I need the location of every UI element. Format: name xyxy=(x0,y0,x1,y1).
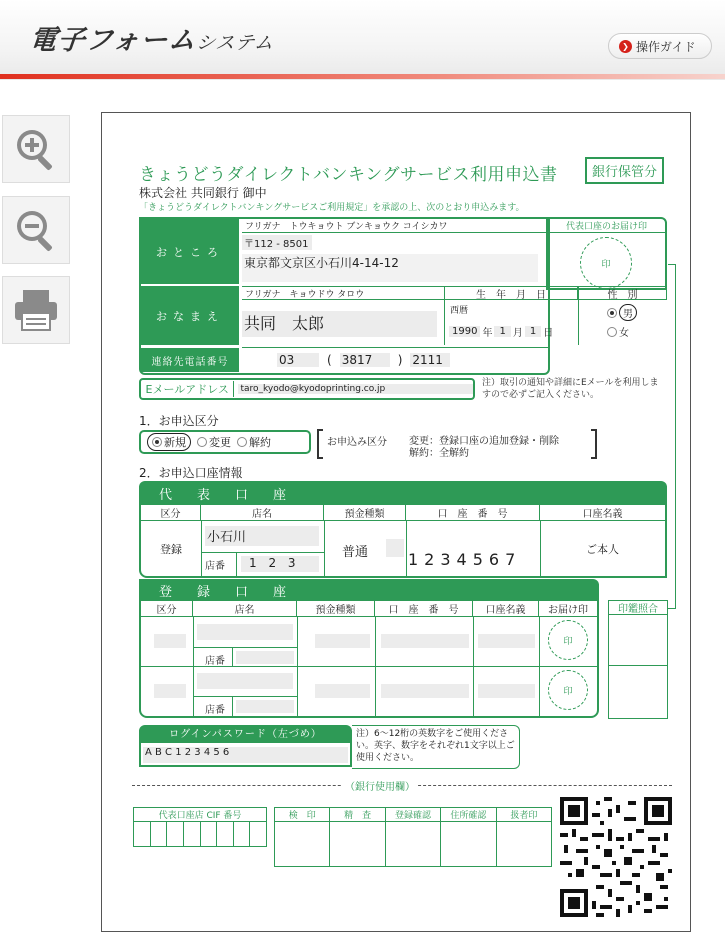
gender-male-option[interactable] xyxy=(607,304,667,321)
stamp-col-label: 扱者印 xyxy=(497,808,551,822)
apply-change-option[interactable] xyxy=(197,434,231,450)
rep-vline-3 xyxy=(406,521,407,576)
password-input[interactable]: A B C 1 2 3 4 5 6 xyxy=(143,747,348,763)
cif-cell xyxy=(151,822,168,846)
rep-vline-1 xyxy=(201,521,202,576)
rep-branch-input[interactable]: 小石川 xyxy=(205,526,319,546)
phone-mid[interactable]: 3817 xyxy=(340,353,390,367)
name-label: おなまえ xyxy=(141,286,239,345)
rep-kubun-value: 登録 xyxy=(160,543,182,556)
cif-cell xyxy=(250,822,266,846)
apply-type-group xyxy=(139,430,311,454)
header-accent-bar xyxy=(0,74,725,79)
seal-check-box xyxy=(608,600,668,719)
phone-open: ( xyxy=(327,353,332,367)
rep-branch-no-input[interactable]: 1 2 3 xyxy=(241,556,319,572)
birth-date-row xyxy=(445,324,578,339)
stamp-col-label: 登録確認 xyxy=(386,808,440,822)
section1-title: 1．お申込区分 xyxy=(139,414,219,428)
rep-branch-divider xyxy=(201,552,324,553)
seal-check-divider xyxy=(609,665,667,666)
cif-cell xyxy=(234,822,251,846)
reg-kubun-input[interactable] xyxy=(154,684,186,698)
reg-col-type: 預金種類 xyxy=(297,601,375,617)
birth-month[interactable]: 1 xyxy=(494,326,510,337)
apply-change-label: 変更 xyxy=(209,436,231,449)
reg-col-seal: お届け印 xyxy=(539,601,597,617)
cif-cell xyxy=(217,822,234,846)
reg-branch-divider xyxy=(193,647,297,648)
address-value[interactable]: 東京都文京区小石川4-14-12 xyxy=(242,254,538,282)
apply-new-option[interactable] xyxy=(147,433,191,451)
rep-branch-no-divider xyxy=(236,553,237,576)
phone-row xyxy=(277,353,450,367)
app-logo xyxy=(28,18,277,57)
name-furigana-row xyxy=(242,286,444,300)
email-input[interactable]: taro_kyodo@kyodoprinting.co.jp xyxy=(238,384,473,394)
reg-number-input[interactable] xyxy=(381,634,469,648)
birth-era: 西暦 xyxy=(450,306,469,316)
reg-holder-input[interactable] xyxy=(478,684,535,698)
gender-female-label: 女 xyxy=(619,328,629,339)
radio-icon[interactable] xyxy=(197,437,207,447)
radio-icon[interactable] xyxy=(607,327,617,337)
gender-header: 性 別 xyxy=(578,286,667,300)
bank-use-label: （銀行使用欄） xyxy=(342,778,418,793)
rep-col-kubun: 区分 xyxy=(141,505,201,521)
reg-type-input[interactable] xyxy=(315,684,370,698)
birth-header: 生 年 月 日 xyxy=(444,286,578,300)
section2-title: 2．お申込口座情報 xyxy=(139,466,243,480)
radio-icon[interactable] xyxy=(607,308,617,318)
zoom-out-button[interactable] xyxy=(2,196,70,264)
reg-branch-divider xyxy=(193,696,297,697)
bracket-right xyxy=(591,429,597,459)
bracket-left xyxy=(317,429,323,459)
radio-icon[interactable] xyxy=(237,437,247,447)
reg-account-header: 登 録 口 座 xyxy=(139,579,599,601)
stamp-table xyxy=(274,807,552,867)
reg-type-input[interactable] xyxy=(315,634,370,648)
password-header: ログインパスワード（左づめ） xyxy=(141,727,350,743)
name-furigana-label: フリガナ xyxy=(245,290,281,300)
apply-type-desc-label: お申込み区分 xyxy=(327,437,387,448)
reg-col-kubun: 区分 xyxy=(141,601,193,617)
apply-cancel-label: 解約 xyxy=(249,436,271,449)
cif-box xyxy=(133,807,267,847)
postal-code[interactable]: 〒112 - 8501 xyxy=(242,235,312,250)
stamp-col xyxy=(386,808,441,866)
phone-area[interactable]: 03 xyxy=(277,353,319,367)
birth-year-unit: 年 xyxy=(482,328,493,339)
reg-branch-no-label: 店番 xyxy=(205,656,225,667)
zoom-in-button[interactable] xyxy=(2,115,70,183)
birth-year[interactable]: 1990 xyxy=(449,326,480,337)
stamp-col xyxy=(330,808,385,866)
birth-day-unit: 日 xyxy=(543,328,554,339)
apply-new-label: 新規 xyxy=(164,436,186,449)
phone-label: 連絡先電話番号 xyxy=(141,348,239,372)
rep-col-number: 口 座 番 号 xyxy=(406,505,540,521)
logo-sub: システム xyxy=(194,32,276,54)
seal-check-label: 印鑑照合 xyxy=(609,601,667,615)
reg-col-number: 口 座 番 号 xyxy=(375,601,473,617)
email-label: Eメールアドレス xyxy=(141,381,234,397)
seal-header: 代表口座のお届け印 xyxy=(548,219,665,233)
apply-type-desc-change: 変更：登録口座の追加登録・削除 xyxy=(409,436,559,447)
stamp-col-label: 住所確認 xyxy=(441,808,495,822)
phone-close: ) xyxy=(397,353,403,367)
app-header xyxy=(0,0,725,80)
agree-text: 「きょうどうダイレクトバンキングサービスご利用規定」を承認の上、次のとおり申込みます。 xyxy=(139,203,525,213)
password-box xyxy=(139,725,352,767)
phone-divider xyxy=(242,347,548,348)
birth-cell xyxy=(444,300,578,345)
bank-name: 株式会社 共同銀行 御中 xyxy=(139,186,267,200)
logo-main: 電子フォーム xyxy=(28,25,198,56)
address-furigana-value: トウキョウト ブンキョウク コイシカワ xyxy=(289,222,448,232)
reg-col-holder: 口座名義 xyxy=(473,601,539,617)
reg-branch-no-label-2: 店番 xyxy=(205,705,225,716)
address-furigana-row xyxy=(242,219,548,233)
keep-label: 銀行保管分 xyxy=(585,157,664,184)
gender-male-label: 男 xyxy=(619,304,637,321)
form-title: きょうどうダイレクトバンキングサービス利用申込書 xyxy=(139,165,558,185)
rep-number-value[interactable]: 1234567 xyxy=(408,550,522,569)
reg-branch-no-input[interactable] xyxy=(236,700,294,713)
cif-cell xyxy=(167,822,184,846)
chevron-right-icon: ❯ xyxy=(619,40,632,53)
radio-icon[interactable] xyxy=(152,437,162,447)
reg-branch-no-divider xyxy=(232,648,233,666)
printer-icon xyxy=(11,287,61,333)
gender-female-option[interactable] xyxy=(607,324,667,339)
email-note: 注）取引の通知や詳細にEメールを利用しますので必ずご記入ください。 xyxy=(482,378,659,400)
apply-type-desc-cancel: 解約：全解約 xyxy=(409,448,469,459)
stamp-col xyxy=(497,808,551,866)
seal-circle: 印 xyxy=(580,237,632,289)
gender-cell xyxy=(578,300,667,345)
rep-type-value: 普通 xyxy=(341,545,368,560)
reg-branch-input[interactable] xyxy=(197,624,293,640)
qr-code xyxy=(560,797,672,917)
birth-month-unit: 月 xyxy=(512,328,523,339)
cif-cell xyxy=(184,822,201,846)
qr-code-icon xyxy=(560,797,672,917)
rep-col-branch: 店名 xyxy=(201,505,324,521)
apply-type-desc xyxy=(317,429,597,459)
stamp-col-label: 精 査 xyxy=(330,808,384,822)
cif-label: 代表口座店 CIF 番号 xyxy=(134,808,266,822)
zoom-in-icon xyxy=(11,124,61,174)
reg-number-input[interactable] xyxy=(381,684,469,698)
print-button[interactable] xyxy=(2,276,70,344)
rep-account-header: 代 表 口 座 xyxy=(139,481,667,505)
password-note: 注）6～12桁の英数字をご使用ください。英字、数字をそれぞれ1文字以上ご使用ください。 xyxy=(352,725,520,769)
stamp-col-label: 検 印 xyxy=(275,808,329,822)
reg-kubun-input[interactable] xyxy=(154,634,186,648)
address-input[interactable] xyxy=(242,235,542,283)
stamp-col xyxy=(441,808,496,866)
cif-cell xyxy=(201,822,218,846)
reg-seal-circle-2: 印 xyxy=(548,670,588,710)
reg-branch-no-divider xyxy=(232,697,233,716)
connector-bottom xyxy=(668,608,676,609)
zoom-out-icon xyxy=(11,205,61,255)
guide-button[interactable] xyxy=(608,33,712,59)
reg-holder-input[interactable] xyxy=(478,634,535,648)
connector-vertical xyxy=(675,264,676,609)
reg-branch-no-input[interactable] xyxy=(236,651,294,664)
reg-seal-circle: 印 xyxy=(548,620,588,660)
guide-button-label: 操作ガイド xyxy=(636,39,696,54)
email-row xyxy=(139,378,475,400)
birth-day[interactable]: 1 xyxy=(525,326,541,337)
name-input[interactable]: 共同 太郎 xyxy=(242,311,437,337)
apply-cancel-option[interactable] xyxy=(237,434,271,450)
address-label: おところ xyxy=(141,219,239,284)
stamp-col xyxy=(275,808,330,866)
reg-col-branch: 店名 xyxy=(193,601,297,617)
rep-col-type: 預金種類 xyxy=(324,505,406,521)
rep-col-holder: 口座名義 xyxy=(540,505,665,521)
phone-last[interactable]: 2111 xyxy=(410,353,450,367)
rep-holder-value: ご本人 xyxy=(586,543,619,556)
address-furigana-label: フリガナ xyxy=(245,222,281,232)
name-furigana-value: キョウドウ タロウ xyxy=(289,290,365,300)
cif-cell xyxy=(134,822,151,846)
rep-branch-no-label: 店番 xyxy=(205,561,225,572)
form-paper xyxy=(101,112,691,932)
reg-branch-input[interactable] xyxy=(197,673,293,689)
rep-type-extra xyxy=(386,539,404,557)
cif-cells xyxy=(134,822,266,846)
